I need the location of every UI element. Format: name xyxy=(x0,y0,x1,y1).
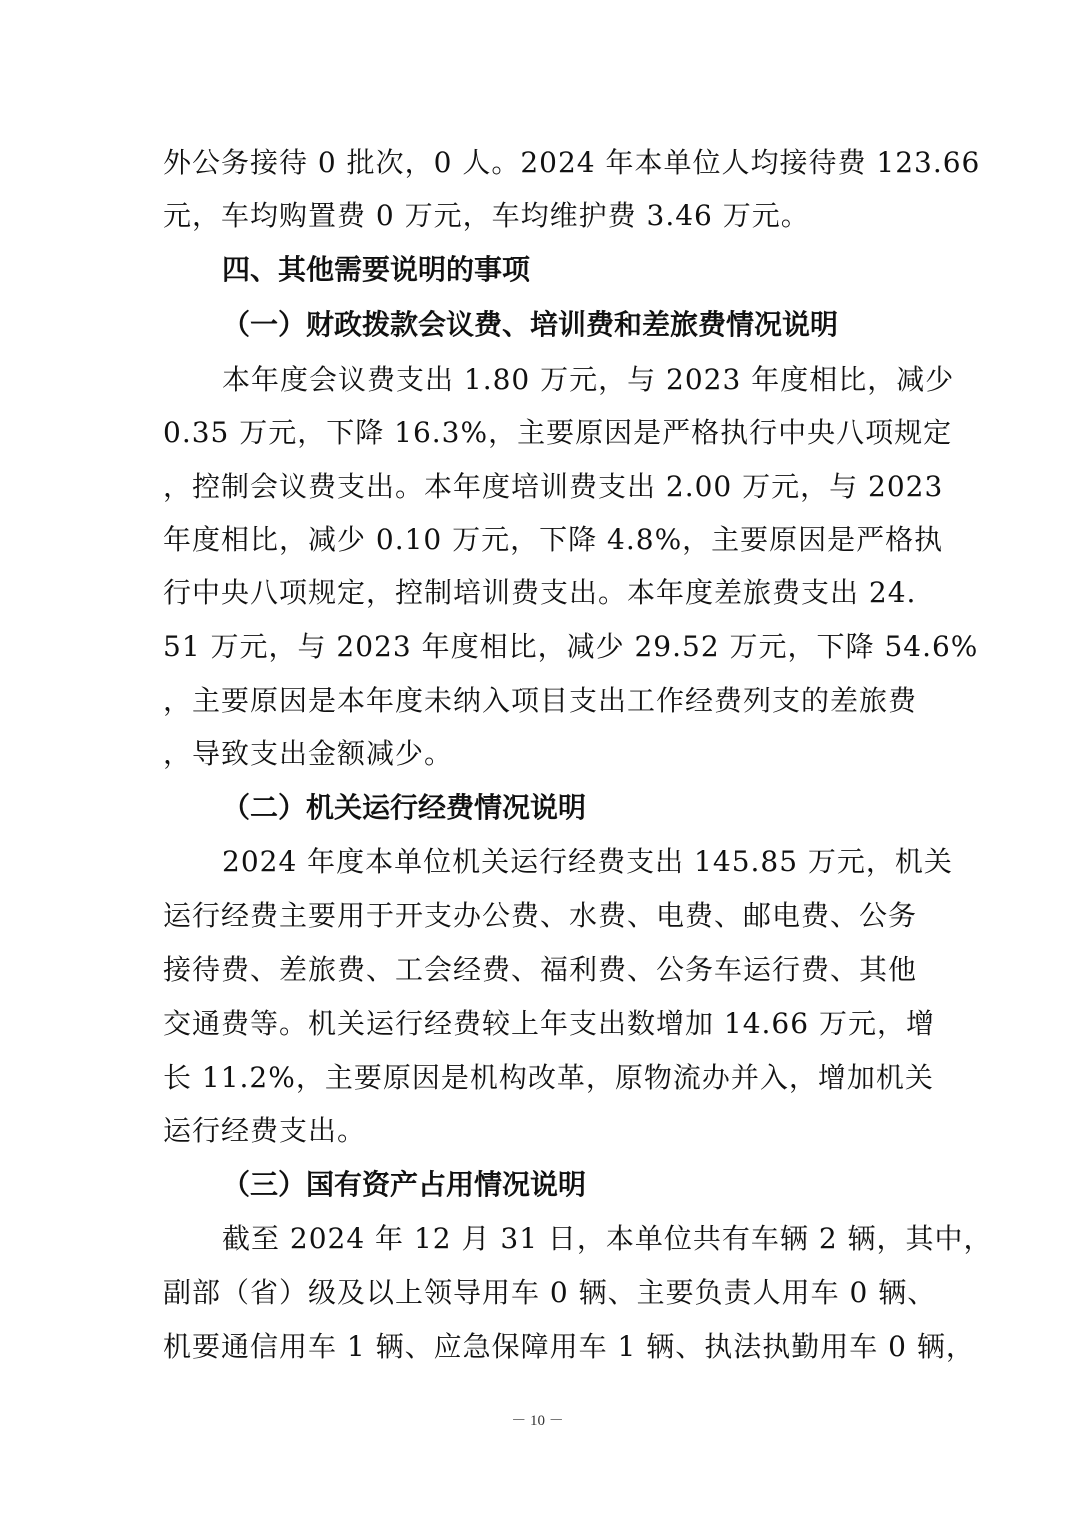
body-line: 交通费等。机关运行经费较上年支出数增加 14.66 万元，增 xyxy=(163,1007,935,1040)
body-line: 运行经费主要用于开支办公费、水费、电费、邮电费、公务 xyxy=(163,899,918,932)
body-line: 接待费、差旅费、工会经费、福利费、公务车运行费、其他 xyxy=(163,953,918,986)
body-line: 行中央八项规定，控制培训费支出。本年度差旅费支出 24. xyxy=(163,576,917,609)
body-line: 机要通信用车 1 辆、应急保障用车 1 辆、执法执勤用车 0 辆， xyxy=(163,1330,975,1363)
body-line: 副部（省）级及以上领导用车 0 辆、主要负责人用车 0 辆、 xyxy=(163,1276,937,1309)
body-line: 本年度会议费支出 1.80 万元，与 2023 年度相比，减少 xyxy=(222,363,955,396)
subsection-heading: （二）机关运行经费情况说明 xyxy=(222,791,587,824)
body-line: 截至 2024 年 12 月 31 日，本单位共有车辆 2 辆，其中， xyxy=(222,1222,993,1255)
body-line: 2024 年度本单位机关运行经费支出 145.85 万元，机关 xyxy=(222,845,953,878)
body-line: 年度相比，减少 0.10 万元，下降 4.8%，主要原因是严格执 xyxy=(163,523,944,556)
section-heading: 四、其他需要说明的事项 xyxy=(222,253,531,286)
body-line: ，控制会议费支出。本年度培训费支出 2.00 万元，与 2023 xyxy=(163,470,944,503)
body-line: 外公务接待 0 批次，0 人。2024 年本单位人均接待费 123.66 xyxy=(163,146,981,179)
body-line: 0.35 万元，下降 16.3%，主要原因是严格执行中央八项规定 xyxy=(163,416,953,449)
body-line: ，导致支出金额减少。 xyxy=(163,737,454,770)
body-line: 51 万元，与 2023 年度相比，减少 29.52 万元，下降 54.6% xyxy=(163,630,979,663)
body-line: 元，车均购置费 0 万元，车均维护费 3.46 万元。 xyxy=(163,199,810,232)
subsection-heading: （一）财政拨款会议费、培训费和差旅费情况说明 xyxy=(222,308,839,341)
page-number: － 10 － xyxy=(511,1413,564,1429)
body-line: 长 11.2%，主要原因是机构改革，原物流办并入，增加机关 xyxy=(163,1061,934,1094)
body-line: ，主要原因是本年度未纳入项目支出工作经费列支的差旅费 xyxy=(163,684,918,717)
body-line: 运行经费支出。 xyxy=(163,1114,367,1147)
subsection-heading: （三）国有资产占用情况说明 xyxy=(222,1168,587,1201)
